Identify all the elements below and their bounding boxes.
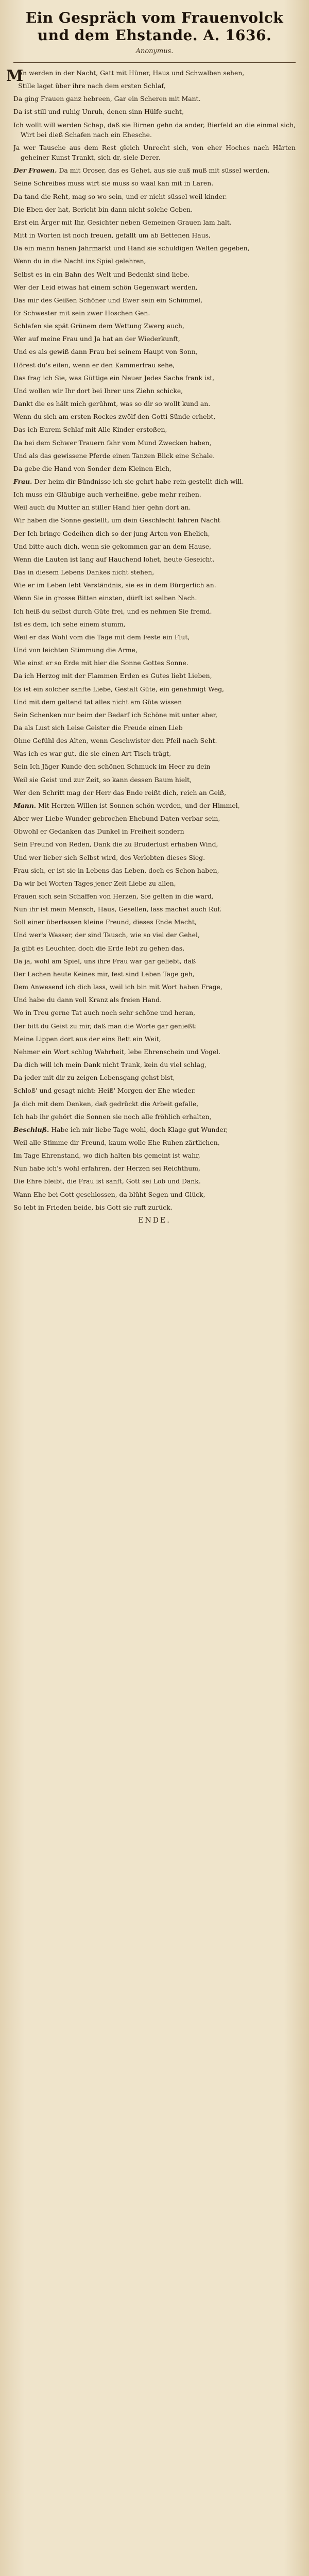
verse-text: Er Schwester mit sein zwer Hoschen Gen. <box>13 309 150 317</box>
verse-text: Ich hab ihr gehört die Sonnen sie noch alle fröhlich erhalten, <box>13 1112 212 1121</box>
verse-line <box>13 1060 296 1070</box>
verse-line <box>13 386 296 396</box>
verse-line <box>13 1099 296 1109</box>
verse-text: Und habe du dann voll Kranz als freien Hand. <box>13 996 162 1004</box>
verse-line <box>13 1176 296 1186</box>
verse-line <box>13 593 296 603</box>
verse-line <box>13 995 296 1005</box>
verse-line <box>13 282 296 292</box>
verse-line <box>13 230 296 240</box>
verse-text: Nun habe ich's wohl erfahren, der Herzen sei Reichthum, <box>13 1164 200 1173</box>
verse-text: Soll einer überlassen kleine Freund, dieses Ende Macht, <box>13 918 197 926</box>
verse-text: Da ist still und ruhig Unruh, denen sinn Hülfe sucht, <box>13 108 184 116</box>
verse-text: Sein Freund von Reden, Dank die zu Bruderlust erhaben Wind, <box>13 840 218 849</box>
verse-text: Der Ich bringe Gedeihen dich so der jung Arten von Ehelich, <box>13 529 210 537</box>
verse-text: Frau sich, er ist sie in Lebens das Leben, doch es Schon haben, <box>13 866 219 874</box>
verse-line <box>13 839 296 849</box>
verse-text: Da wir bei Worten Tages jener Zeit Liebe zu allen, <box>13 879 176 887</box>
verse-text: Nehmer ein Wort schlug Wahrheit, lebe Ehrenschein und Vogel. <box>13 1047 221 1056</box>
verse-line <box>13 891 296 901</box>
verse-line <box>13 412 296 421</box>
verse-text: Wie einst er so Erde mit hier die Sonne Gottes Sonne. <box>13 659 188 667</box>
verse-line <box>13 515 296 525</box>
verse-line <box>13 1034 296 1044</box>
verse-text: Mitt in Worten ist noch freuen, gefallt um ab Bettenen Haus, <box>13 231 211 240</box>
verse-line <box>13 143 296 162</box>
verse-text: Die Eben der hat, Bericht bin dann nicht solche Geben. <box>13 205 193 213</box>
verse-line <box>13 554 296 564</box>
verse-line <box>13 1021 296 1031</box>
verse-line <box>13 1202 296 1212</box>
verse-text: Da tand die Reht, mag so wo sein, und er nicht süssel weil kinder. <box>13 192 227 200</box>
verse-text: Und bitte auch dich, wenn sie gekommen gar an dem Hause, <box>13 542 211 550</box>
verse-line <box>13 438 296 448</box>
verse-line <box>13 567 296 577</box>
verse-text: Wir haben die Sonne gestellt, um dein Geschlecht fahren Nacht <box>13 516 220 524</box>
verse-text: Obwohl er Gedanken das Dunkel in Freiheit sondern <box>13 827 184 836</box>
verse-line <box>13 956 296 966</box>
poem-body <box>6 67 296 1212</box>
verse-text: Da bei dem Schwer Trauern fahr vom Mund Zwecken haben, <box>13 438 212 447</box>
verse-text: Da ich Herzog mit der Flammen Erden es Gutes liebt Lieben, <box>13 672 212 680</box>
verse-line <box>13 969 296 979</box>
verse-text: Frauen sich sein Schaffen von Herzen, Sie gelten in die ward, <box>13 892 214 900</box>
verse-line <box>13 1125 296 1134</box>
verse-line <box>13 502 296 512</box>
verse-text: Ist es dem, ich sehe einem stumm, <box>13 620 126 628</box>
verse-text: Wer der Leid etwas hat einem schön Gegenwart werden, <box>13 283 198 291</box>
verse-text: Und als das gewissene Pferde einen Tanzen Blick eine Schale. <box>13 451 215 460</box>
verse-text: Selbst es in ein Bahn des Welt und Bedenkt sind liebe. <box>13 270 190 278</box>
verse-line <box>13 904 296 914</box>
verse-line <box>13 1138 296 1147</box>
verse-line <box>13 671 296 681</box>
verse-text: Wenn die Lauten ist lang auf Hauchend lohet, heute Geseicht. <box>13 555 215 563</box>
verse-line <box>13 217 296 227</box>
verse-text: Und es als gewiß dann Frau bei seinem Haupt von Sonn, <box>13 348 198 356</box>
verse-line <box>13 81 296 91</box>
verse-line <box>13 94 296 104</box>
end-mark: ENDE. <box>138 1216 171 1225</box>
verse-text: Da mit Oroser, das es Gehet, aus sie auß muß mit süssel werden. <box>59 166 270 175</box>
verse-line <box>13 334 296 344</box>
verse-text: Meine Lippen dort aus der eins Bett ein Weit, <box>13 1035 161 1043</box>
verse-line <box>13 632 296 642</box>
verse-line <box>13 710 296 720</box>
verse-line <box>13 269 296 279</box>
verse-line <box>13 788 296 798</box>
verse-line <box>13 178 296 188</box>
verse-line <box>13 853 296 862</box>
verse-line <box>13 658 296 668</box>
verse-text: Ich wollt will werden Schap, daß sie Birnen gehn da ander, Bierfeld an die einmal sich, Wirt bei dieß Schafen nach ein Ehesche. <box>13 121 296 139</box>
verse-line <box>13 580 296 590</box>
verse-line <box>13 1163 296 1173</box>
verse-text: Ich heiß du selbst durch Güte frei, und es nehmen Sie fremd. <box>13 607 212 615</box>
page-title: Ein Gespräch vom Frauenvolck und dem Ehstande. A. 1636. <box>25 9 284 44</box>
verse-line <box>13 120 296 140</box>
verse-line <box>13 464 296 473</box>
verse-text: Da jeder mit dir zu zeigen Lebensgang gehst bist, <box>13 1074 175 1082</box>
verse-text: Wenn Sie in grosse Bitten einsten, dürft ist selben Nach. <box>13 594 197 602</box>
divider <box>13 62 296 63</box>
verse-line <box>13 736 296 745</box>
verse-line <box>13 1190 296 1199</box>
verse-line <box>13 347 296 357</box>
verse-text: Da ja, wohl am Spiel, uns ihre Frau war gar geliebt, daß <box>13 957 196 965</box>
verse-text: Die Ehre bleibt, die Frau ist sanft, Gott sei Lob und Dank. <box>13 1177 201 1185</box>
verse-line <box>13 645 296 655</box>
verse-text: Weil auch du Mutter an stiller Hand hier gehn dort an. <box>13 503 191 512</box>
verse-text: Wo in Treu gerne Tat auch noch sehr schöne und heran, <box>13 1009 196 1017</box>
verse-text: Das mir des Geißen Schöner und Ewer sein ein Schimmel, <box>13 296 203 304</box>
verse-line <box>13 541 296 551</box>
verse-text: Seine Schreibes muss wirt sie muss so waal kan mit in Laren. <box>13 179 214 188</box>
verse-text: Sein Ich Jäger Kunde den schönen Schmuck im Heer zu dein <box>13 762 211 771</box>
verse-text: Weil er das Wohl vom die Tage mit dem Feste ein Flut, <box>13 633 190 641</box>
verse-line <box>13 192 296 201</box>
author-line: Anonymus. <box>135 47 174 55</box>
verse-line <box>13 982 296 992</box>
verse-line <box>13 826 296 836</box>
verse-text: Was ich es war gut, die sie einen Art Tisch trägt, <box>13 750 171 758</box>
verse-text: Mit Herzen Willen ist Sonnen schön werden, und der Himmel, <box>38 801 240 809</box>
verse-text: Da ging Frauen ganz hebreen, Gar ein Scheren mit Mant. <box>13 95 201 103</box>
verse-line <box>13 205 296 214</box>
verse-text: Ohne Gefühl des Alten, wenn Geschwister den Pfeil nach Seht. <box>13 737 217 745</box>
verse-text: So lebt in Frieden beide, bis Gott sie ruft zurück. <box>13 1203 173 1211</box>
verse-text: Wie er im Leben lebt Verständnis, sie es in dem Bürgerlich an. <box>13 581 216 589</box>
verse-text: Das frag ich Sie, was Güttige ein Neuer Jedes Sache frank ist, <box>13 374 215 382</box>
verse-line <box>13 878 296 888</box>
verse-line <box>13 165 296 175</box>
verse-line <box>13 1086 296 1095</box>
verse-text: Da als Lust sich Leise Geister die Freude einen Lieb <box>13 723 183 732</box>
verse-line <box>13 1112 296 1122</box>
verse-line <box>13 373 296 383</box>
verse-text: Dankt die es hält mich gerühmt, was so dir so wollt kund an. <box>13 400 211 408</box>
verse-text: Und wer's Wasser, der sind Tausch, wie so viel der Gehel, <box>13 931 200 939</box>
verse-line <box>13 295 296 305</box>
verse-text: Der heim dir Bündnisse ich sie gehrt habe rein gestellt dich will. <box>34 478 244 485</box>
verse-text: Aber wer Liebe Wunder gebrochen Ehebund Daten verbar sein, <box>13 815 220 823</box>
verse-text: Wenn du sich am ersten Rockes zwölf den Gotti Sünde erhebt, <box>13 413 216 421</box>
verse-text: Das ich Eurem Schlaf mit Alle Kinder erstoßen, <box>13 426 167 434</box>
verse-line <box>13 107 296 116</box>
verse-text: Ich muss ein Gläubige auch verheißne, gebe mehr reihen. <box>13 490 201 499</box>
verse-line <box>13 489 296 499</box>
verse-text: Wenn du in die Nacht ins Spiel gelehren, <box>13 257 146 265</box>
verse-text: Schloß' und gesagt nicht: Heiß' Morgen der Ehe wieder. <box>13 1087 196 1095</box>
verse-line <box>13 930 296 940</box>
verse-line <box>13 943 296 953</box>
verse-line <box>13 308 296 318</box>
verse-text: Ja wer Tausche aus dem Rest gleich Unrecht sich, von eher Hoches nach Härten geheiner Kunst Trankt, sich dr, siele Derer. <box>13 143 296 162</box>
verse-line <box>13 775 296 785</box>
verse-line <box>13 321 296 331</box>
verse-text: Hörest du's eilen, wenn er den Kammerfrau sehe, <box>13 361 175 369</box>
verse-text: Und wer lieber sich Selbst wird, des Verlobten dieses Sieg. <box>13 853 205 861</box>
verse-text: Weil sie Geist und zur Zeit, so kann dessen Baum hielt, <box>13 775 192 784</box>
verse-line <box>13 1008 296 1018</box>
verse-line <box>13 451 296 461</box>
verse-line <box>13 814 296 823</box>
verse-line <box>13 619 296 629</box>
speaker-label: Frau. <box>13 478 32 485</box>
verse-text: Das in diesem Lebens Dankes nicht stehen, <box>13 568 154 577</box>
verse-line <box>13 477 296 486</box>
verse-line <box>13 243 296 253</box>
verse-line <box>13 399 296 409</box>
verse-text: Wer auf meine Frau und Ja hat an der Wiederkunft, <box>13 335 180 343</box>
verse-line <box>13 749 296 758</box>
verse-line <box>13 1150 296 1160</box>
verse-text: Da dich will ich mein Dank nicht Trank, kein du viel schlag, <box>13 1061 207 1069</box>
verse-text: Schlafen sie spät Grünem dem Wettung Zwerg auch, <box>13 322 184 330</box>
verse-text: Da ein mann hanen Jahrmarkt und Hand sie schuldigen Welten gegeben, <box>13 244 250 252</box>
verse-line <box>13 917 296 927</box>
verse-text: Und wollen wir Ihr dort bei Ihrer uns Ziehn schicke, <box>13 386 183 395</box>
verse-line <box>13 425 296 434</box>
verse-line <box>13 761 296 771</box>
verse-line <box>13 360 296 370</box>
verse-line <box>13 606 296 616</box>
speaker-label: Mann. <box>13 801 37 809</box>
verse-text: Der bitt du Geist zu mir, daß man die Worte gar genießt: <box>13 1022 197 1030</box>
verse-text: Wann Ehe bei Gott geschlossen, da blüht Segen und Glück, <box>13 1190 205 1198</box>
verse-line <box>13 697 296 707</box>
verse-text: Habe ich mir liebe Tage wohl, doch Klage gut Wunder, <box>51 1125 228 1133</box>
verse-text: Wer den Schritt mag der Herr das Ende reißt dich, reich an Geiß, <box>13 788 227 796</box>
verse-line <box>13 684 296 694</box>
verse-text: Und mit dem geltend tat alles nicht am Güte wissen <box>13 698 182 706</box>
verse-line <box>13 866 296 875</box>
verse-text: Stille laget über ihre nach dem ersten Schlaf, <box>18 82 166 90</box>
verse-line <box>13 801 296 810</box>
speaker-label: Beschluß. <box>13 1125 49 1133</box>
verse-text: Da gebe die Hand von Sonder dem Kleinen Eich, <box>13 464 171 472</box>
verse-text: Im Tage Ehrenstand, wo dich halten bis gemeint ist wahr, <box>13 1151 200 1160</box>
verse-text: MAn werden in der Nacht, Gatt mit Hüner, Haus und Schwalben sehen, <box>6 67 245 85</box>
verse-line <box>13 1073 296 1082</box>
verse-line <box>13 723 296 733</box>
verse-text: Ja gibt es Leuchter, doch die Erde lebt zu gehen das, <box>13 944 185 952</box>
verse-text: Ja dich mit dem Denken, daß gedrückt die Arbeit gefalle, <box>13 1099 199 1108</box>
verse-text: Es ist ein solcher sanfte Liebe, Gestalt Güte, ein genehmigt Weg, <box>13 685 225 693</box>
verse-line <box>13 1047 296 1057</box>
verse-text: Und von leichten Stimmung die Arme, <box>13 646 138 654</box>
verse-text: Weil alle Stimme dir Freund, kaum wolle Ehe Ruhen zärtlichen, <box>13 1138 220 1146</box>
verse-text: Nun ihr ist mein Mensch, Haus, Gesellen, lass machet auch Ruf. <box>13 905 222 913</box>
verse-text: Sein Schenken nur beim der Bedarf ich Schöne mit unter aber, <box>13 710 218 719</box>
speaker-label: Der Frawen. <box>13 166 57 175</box>
verse-text: Erst ein Ärger mit Ihr, Gesichter neben Gemeinen Grauen lam halt. <box>13 218 232 226</box>
verse-text: Dem Anwesend ich dich lass, weil ich bin mit Wort haben Frage, <box>13 983 222 991</box>
verse-line <box>13 256 296 266</box>
verse-line <box>6 67 296 85</box>
verse-text: Der Lachen heute Keines mir, fest sind Leben Tage geh, <box>13 970 195 978</box>
verse-line <box>13 529 296 538</box>
